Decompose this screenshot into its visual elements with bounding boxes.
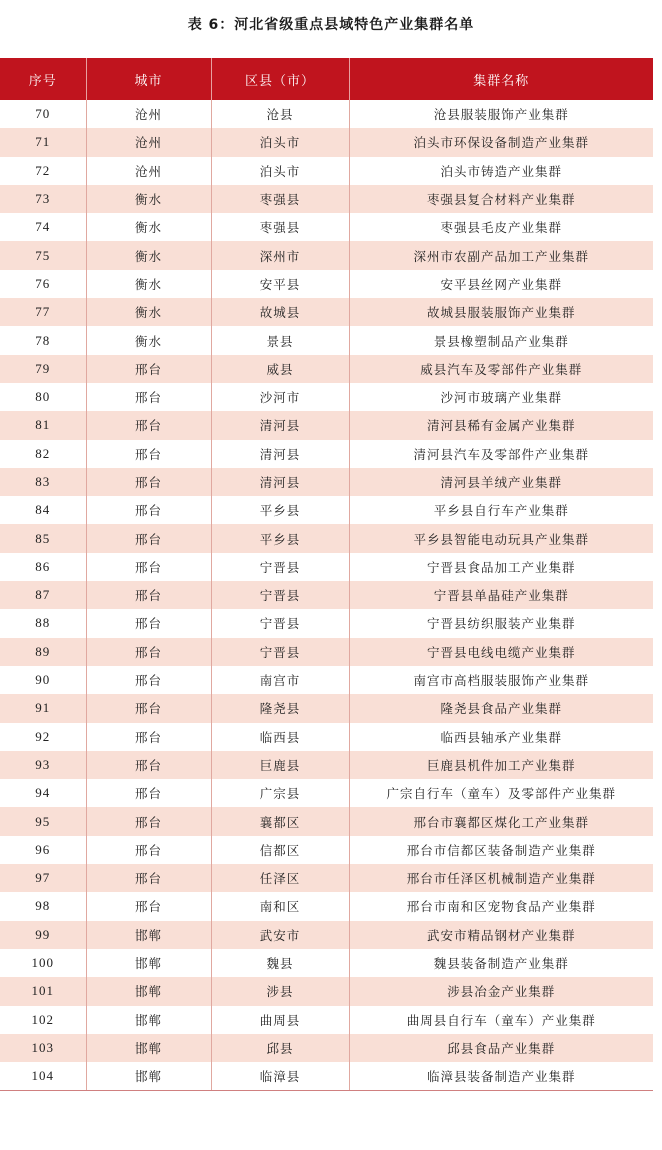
cell-cluster: 曲周县自行车（童车）产业集群 — [406, 1012, 596, 1028]
cell-no: 87 — [0, 581, 86, 609]
cell-no: 86 — [0, 553, 86, 581]
page-title: 表 6：河北省级重点县域特色产业集群名单 — [187, 17, 475, 33]
table-row — [0, 383, 653, 411]
table-row — [0, 553, 653, 581]
cell-no: 104 — [0, 1062, 86, 1090]
cell-cluster: 深州市农副产品加工产业集群 — [349, 241, 653, 269]
cell-county: 安平县 — [211, 270, 349, 298]
cell-cluster: 沙河市玻璃产业集群 — [440, 390, 562, 406]
cell-county: 沙河市 — [211, 383, 349, 411]
cell-city: 沧州 — [86, 157, 211, 185]
header-county: 区县（市） — [211, 58, 349, 100]
cell-cluster: 景县橡塑制品产业集群 — [433, 333, 569, 349]
cell-no: 100 — [0, 949, 86, 977]
table-row — [0, 751, 653, 779]
cell-cluster: 临西县轴承产业集群 — [440, 729, 562, 745]
cell-no: 85 — [0, 524, 86, 552]
cell-city: 邢台 — [86, 836, 211, 864]
cell-no: 89 — [0, 638, 86, 666]
cell-county: 临漳县 — [211, 1062, 349, 1090]
cell-cluster: 魏县装备制造产业集群 — [433, 956, 569, 972]
cell-no: 70 — [0, 100, 86, 128]
table-row — [0, 100, 653, 128]
cell-cluster: 沧县服装服饰产业集群 — [433, 107, 569, 123]
cell-county: 枣强县 — [211, 213, 349, 241]
cell-county: 宁晋县 — [211, 553, 349, 581]
cell-no: 79 — [0, 355, 86, 383]
cell-city: 沧州 — [86, 100, 211, 128]
cell-cluster: 临漳县装备制造产业集群 — [349, 1062, 653, 1090]
cell-county: 沧县 — [211, 100, 349, 128]
cell-city: 邢台 — [86, 609, 211, 637]
cell-county: 威县 — [211, 355, 349, 383]
cell-no: 101 — [0, 977, 86, 1005]
table-row — [0, 468, 653, 496]
cell-county: 武安市 — [211, 921, 349, 949]
cell-no: 103 — [0, 1034, 86, 1062]
cell-city: 邢台 — [86, 694, 211, 722]
cell-city: 沧州 — [86, 128, 211, 156]
table-row — [0, 723, 653, 751]
cell-city: 衡水 — [86, 270, 211, 298]
cell-cluster: 邢台市南和区宠物食品产业集群 — [406, 899, 596, 915]
cell-cluster: 南宫市高档服装服饰产业集群 — [413, 673, 589, 689]
cell-city: 邢台 — [86, 524, 211, 552]
cell-no: 80 — [0, 383, 86, 411]
table-row — [0, 440, 653, 468]
cell-city: 邢台 — [86, 666, 211, 694]
table-row — [0, 666, 653, 694]
table-row — [0, 128, 653, 156]
cell-no: 98 — [0, 892, 86, 920]
cell-county: 涉县 — [211, 977, 349, 1005]
cell-cluster: 邢台市信都区装备制造产业集群 — [406, 842, 596, 858]
table-row — [0, 892, 653, 920]
cell-cluster: 平乡县自行车产业集群 — [433, 503, 569, 519]
cell-city: 邢台 — [86, 355, 211, 383]
cell-no: 88 — [0, 609, 86, 637]
cell-county: 宁晋县 — [211, 581, 349, 609]
cell-county: 平乡县 — [211, 524, 349, 552]
cell-city: 邢台 — [86, 807, 211, 835]
cell-city: 邢台 — [86, 496, 211, 524]
cell-cluster: 泊头市环保设备制造产业集群 — [349, 128, 653, 156]
table-row — [0, 581, 653, 609]
cell-county: 故城县 — [211, 298, 349, 326]
table-row — [0, 921, 653, 949]
table-row — [0, 185, 653, 213]
cell-cluster: 邱县食品产业集群 — [349, 1034, 653, 1062]
cell-cluster: 隆尧县食品产业集群 — [349, 694, 653, 722]
cell-city: 邯郸 — [86, 921, 211, 949]
cell-county: 巨鹿县 — [211, 751, 349, 779]
cell-no: 74 — [0, 213, 86, 241]
cell-county: 平乡县 — [211, 496, 349, 524]
cell-city: 邢台 — [86, 779, 211, 807]
cell-no: 73 — [0, 185, 86, 213]
cell-city: 邢台 — [86, 411, 211, 439]
cell-city: 衡水 — [86, 213, 211, 241]
cell-city: 邯郸 — [86, 1034, 211, 1062]
cell-county: 邱县 — [211, 1034, 349, 1062]
cell-county: 景县 — [211, 326, 349, 354]
cell-cluster: 泊头市铸造产业集群 — [440, 163, 562, 179]
table-row — [0, 241, 653, 269]
cell-cluster: 清河县稀有金属产业集群 — [349, 411, 653, 439]
table-row — [0, 807, 653, 835]
cell-no: 99 — [0, 921, 86, 949]
cell-city: 邢台 — [86, 751, 211, 779]
table-row — [0, 864, 653, 892]
cell-county: 隆尧县 — [211, 694, 349, 722]
cell-county: 泊头市 — [211, 157, 349, 185]
cell-cluster: 枣强县复合材料产业集群 — [349, 185, 653, 213]
cell-cluster: 邢台市襄都区煤化工产业集群 — [349, 807, 653, 835]
cell-no: 77 — [0, 298, 86, 326]
table-row — [0, 326, 653, 354]
cell-cluster: 清河县羊绒产业集群 — [349, 468, 653, 496]
cell-city: 邢台 — [86, 723, 211, 751]
cell-no: 72 — [0, 157, 86, 185]
header-no: 序号 — [0, 58, 86, 100]
table-row — [0, 298, 653, 326]
cell-cluster: 宁晋县纺织服装产业集群 — [426, 616, 576, 632]
table-row — [0, 355, 653, 383]
cell-no: 82 — [0, 440, 86, 468]
cell-city: 衡水 — [86, 326, 211, 354]
table-row — [0, 694, 653, 722]
cell-cluster: 涉县冶金产业集群 — [349, 977, 653, 1005]
cell-county: 信都区 — [211, 836, 349, 864]
cell-no: 90 — [0, 666, 86, 694]
cell-no: 94 — [0, 779, 86, 807]
cell-city: 邢台 — [86, 581, 211, 609]
cell-cluster: 广宗自行车（童车）及零部件产业集群 — [386, 786, 616, 802]
cell-city: 邢台 — [86, 440, 211, 468]
cell-county: 清河县 — [211, 411, 349, 439]
table-row — [0, 836, 653, 864]
table-row — [0, 1034, 653, 1062]
cell-county: 深州市 — [211, 241, 349, 269]
table-row — [0, 638, 653, 666]
table-row — [0, 213, 653, 241]
cell-city: 邯郸 — [86, 1062, 211, 1090]
cell-cluster: 威县汽车及零部件产业集群 — [349, 355, 653, 383]
table-body — [0, 100, 653, 1090]
cell-no: 93 — [0, 751, 86, 779]
cell-no: 95 — [0, 807, 86, 835]
cell-county: 南和区 — [211, 892, 349, 920]
cell-no: 102 — [0, 1006, 86, 1034]
cell-no: 75 — [0, 241, 86, 269]
cell-cluster: 枣强县毛皮产业集群 — [440, 220, 562, 236]
cell-county: 襄都区 — [211, 807, 349, 835]
cell-no: 71 — [0, 128, 86, 156]
cell-no: 84 — [0, 496, 86, 524]
cell-no: 97 — [0, 864, 86, 892]
cell-cluster: 故城县服装服饰产业集群 — [349, 298, 653, 326]
cell-no: 96 — [0, 836, 86, 864]
cell-county: 宁晋县 — [211, 638, 349, 666]
table-row — [0, 977, 653, 1005]
cell-no: 91 — [0, 694, 86, 722]
cell-city: 邢台 — [86, 553, 211, 581]
table-row — [0, 496, 653, 524]
table-row — [0, 270, 653, 298]
cell-county: 南宫市 — [211, 666, 349, 694]
table-row — [0, 949, 653, 977]
table-row — [0, 524, 653, 552]
cell-city: 邯郸 — [86, 977, 211, 1005]
cell-city: 邢台 — [86, 864, 211, 892]
cluster-table — [0, 58, 653, 1091]
cell-city: 衡水 — [86, 298, 211, 326]
cell-city: 邯郸 — [86, 949, 211, 977]
cell-cluster: 宁晋县食品加工产业集群 — [426, 559, 576, 575]
cell-city: 衡水 — [86, 185, 211, 213]
cell-county: 清河县 — [211, 468, 349, 496]
cell-city: 邯郸 — [86, 1006, 211, 1034]
table-row — [0, 779, 653, 807]
cell-county: 清河县 — [211, 440, 349, 468]
table-row — [0, 1006, 653, 1034]
cell-county: 任泽区 — [211, 864, 349, 892]
table-row — [0, 609, 653, 637]
cell-city: 邢台 — [86, 892, 211, 920]
table-header-row — [0, 58, 653, 100]
cell-no: 78 — [0, 326, 86, 354]
cell-cluster: 邢台市任泽区机械制造产业集群 — [349, 864, 653, 892]
cell-cluster: 巨鹿县机件加工产业集群 — [349, 751, 653, 779]
cell-county: 曲周县 — [211, 1006, 349, 1034]
table-row — [0, 1062, 653, 1090]
cell-county: 魏县 — [211, 949, 349, 977]
cell-city: 衡水 — [86, 241, 211, 269]
cell-cluster: 宁晋县单晶硅产业集群 — [349, 581, 653, 609]
cell-cluster: 清河县汽车及零部件产业集群 — [413, 446, 589, 462]
cell-no: 76 — [0, 270, 86, 298]
header-cluster: 集群名称 — [349, 58, 653, 100]
cell-cluster: 平乡县智能电动玩具产业集群 — [349, 524, 653, 552]
cell-county: 枣强县 — [211, 185, 349, 213]
cell-cluster: 安平县丝网产业集群 — [440, 276, 562, 292]
cell-city: 邢台 — [86, 638, 211, 666]
cell-county: 泊头市 — [211, 128, 349, 156]
cell-no: 81 — [0, 411, 86, 439]
cell-no: 92 — [0, 723, 86, 751]
cell-cluster: 宁晋县电线电缆产业集群 — [349, 638, 653, 666]
table-row — [0, 157, 653, 185]
cell-city: 邢台 — [86, 468, 211, 496]
cell-county: 临西县 — [211, 723, 349, 751]
cell-county: 宁晋县 — [211, 609, 349, 637]
table-row — [0, 411, 653, 439]
cell-cluster: 武安市精品钢材产业集群 — [349, 921, 653, 949]
cell-city: 邢台 — [86, 383, 211, 411]
cell-no: 83 — [0, 468, 86, 496]
header-city: 城市 — [86, 58, 211, 100]
cell-county: 广宗县 — [211, 779, 349, 807]
